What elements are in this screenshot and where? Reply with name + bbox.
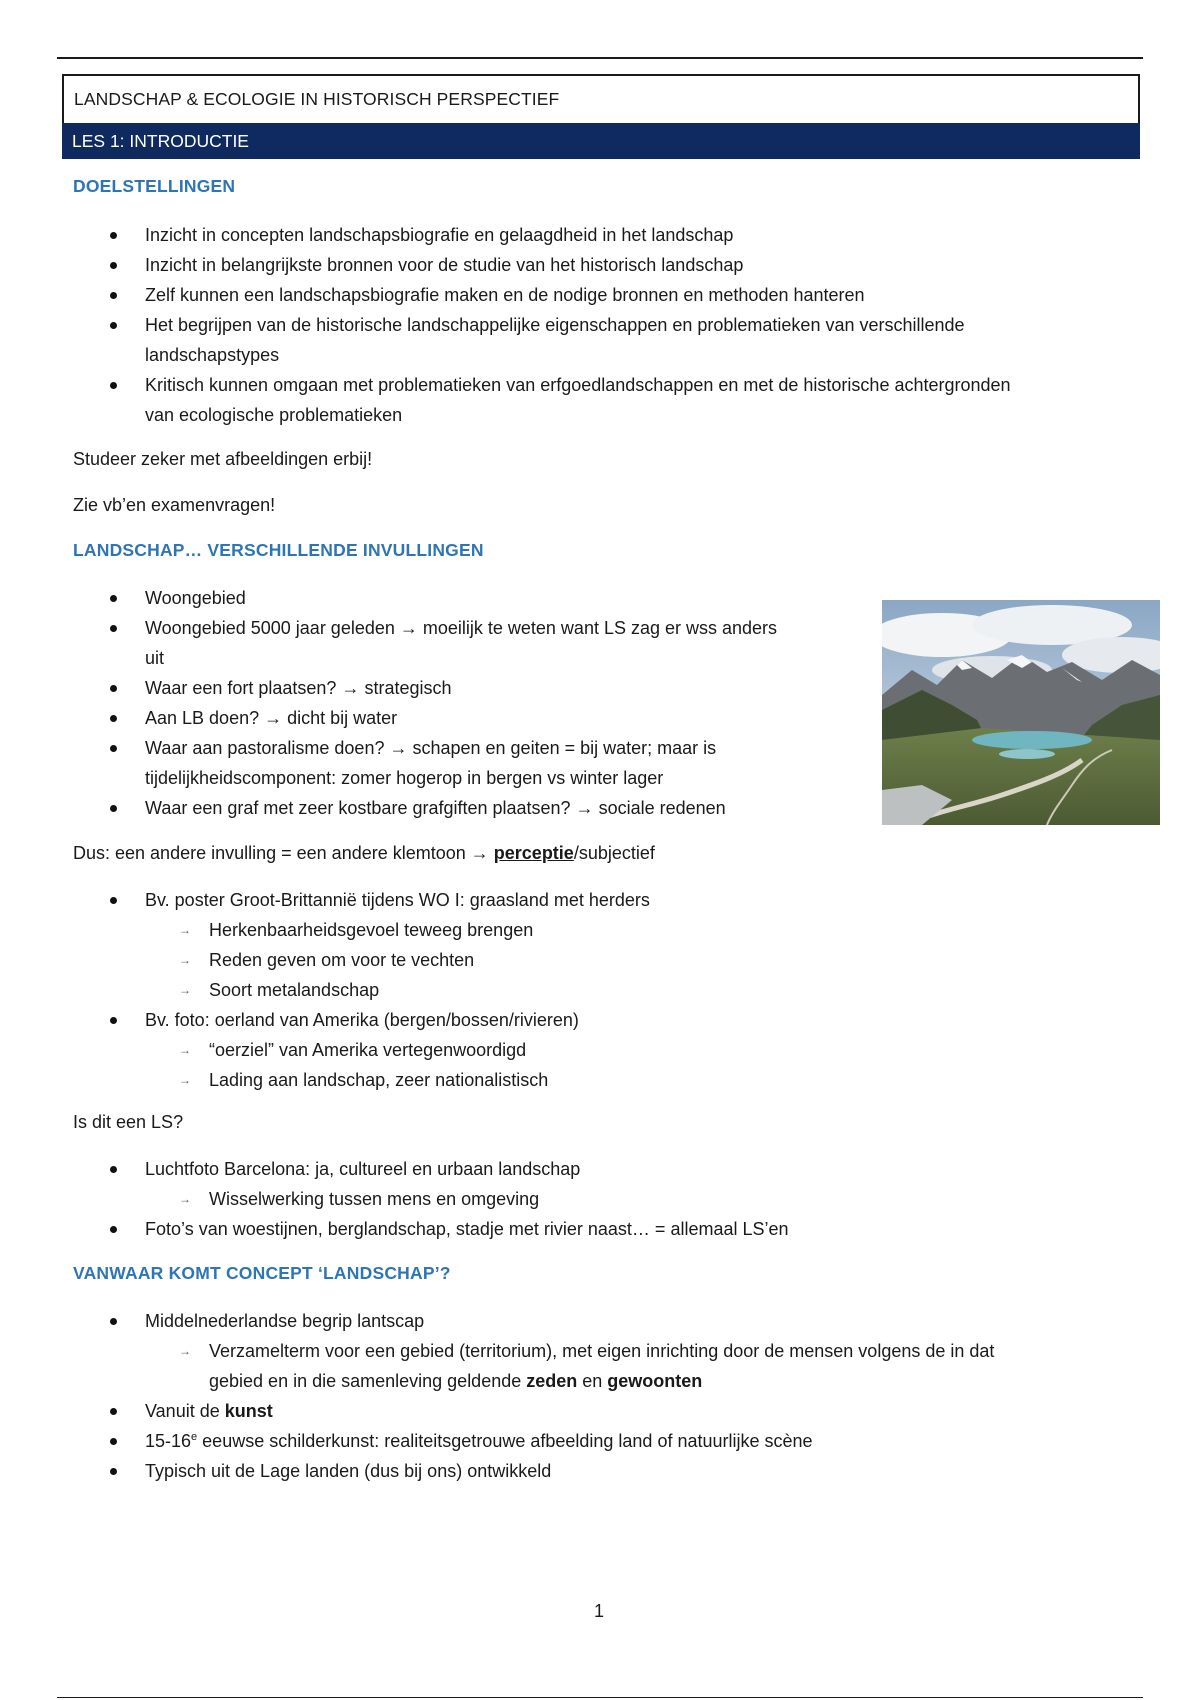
lesson-title-bar: LES 1: INTRODUCTIE: [62, 123, 1140, 159]
list-item: Luchtfoto Barcelona: ja, cultureel en urbaan landschap: [73, 1154, 789, 1184]
text-fragment: en: [577, 1371, 608, 1391]
list-item: Waar een graf met zeer kostbare grafgiften plaatsen? → sociale redenen: [73, 793, 777, 823]
list-item: Inzicht in concepten landschapsbiografie en gelaagdheid in het landschap: [73, 220, 1011, 250]
list-item: Zelf kunnen een landschapsbiografie maken en de nodige bronnen en methoden hanteren: [73, 280, 1011, 310]
perceptie-term: perceptie: [493, 843, 574, 863]
text-fragment: Vanuit de: [145, 1401, 225, 1421]
list-item-line: van ecologische problematieken: [145, 405, 403, 425]
text-fragment: 15-16: [145, 1431, 192, 1451]
dus-prefix: Dus: een andere invulling = een andere klemtoon →: [73, 843, 494, 863]
list-item: Bv. poster Groot-Brittannië tijdens WO I: graasland met herders: [73, 885, 650, 915]
page-number: 1: [594, 1601, 605, 1621]
list-item: [73, 613, 777, 673]
list-item: Waar een fort plaatsen? → strategisch: [73, 673, 777, 703]
list-item: Foto’s van woestijnen, berglandschap, stadje met rivier naast… = allemaal LS’en: [73, 1214, 789, 1244]
list-item-line: landschapstypes: [145, 345, 280, 365]
list-item-line: Kritisch kunnen omgaan met problematieken van erfgoedlandschappen en met de historische achtergronden: [145, 375, 1011, 395]
list-item: [73, 1426, 994, 1456]
list-item: [73, 310, 1011, 370]
list-item: [73, 733, 777, 793]
doelstellingen-list: [73, 220, 1011, 430]
gewoonten-term: gewoonten: [607, 1371, 703, 1391]
text-fragment: eeuwse schilderkunst: realiteitsgetrouwe afbeelding land of natuurlijke scène: [197, 1431, 813, 1451]
superscript: e: [191, 1431, 198, 1443]
list-item-line: Het begrijpen van de historische landschappelijke eigenschappen en problematieken van verschillende: [145, 315, 965, 335]
ls-examples-list: [73, 1154, 789, 1244]
voorbeelden-list: [73, 885, 650, 1095]
heading-doelstellingen: DOELSTELLINGEN: [73, 176, 236, 196]
list-item: Aan LB doen? → dicht bij water: [73, 703, 777, 733]
invullingen-list: [73, 583, 777, 823]
list-item-line: [209, 1366, 994, 1396]
list-item-line: → Verzamelterm voor een gebied (territorium), met eigen inrichting door de mensen volgens de in dat: [209, 1341, 995, 1361]
list-item: Bv. foto: oerland van Amerika (bergen/bossen/rivieren): [73, 1005, 650, 1035]
list-item: Typisch uit de Lage landen (dus bij ons) ontwikkeld: [73, 1456, 994, 1486]
question-ls: Is dit een LS?: [73, 1112, 184, 1132]
list-item-line: Waar aan pastoralisme doen? → schapen en geiten = bij water; maar is: [145, 738, 717, 758]
kunst-term: kunst: [224, 1401, 273, 1421]
list-item-line: uit: [145, 648, 165, 668]
list-item-line: Woongebied 5000 jaar geleden → moeilijk te weten want LS zag er wss anders: [145, 618, 778, 638]
sub-list-item: → Reden geven om voor te vechten: [73, 945, 650, 975]
sub-list-item: → Wisselwerking tussen mens en omgeving: [73, 1184, 789, 1214]
sub-list-item: → Lading aan landschap, zeer nationalistisch: [73, 1065, 650, 1095]
note-afbeeldingen: Studeer zeker met afbeeldingen erbij!: [73, 449, 373, 469]
concept-list: [73, 1306, 994, 1486]
sub-list-item: → Herkenbaarheidsgevoel teweeg brengen: [73, 915, 650, 945]
list-item: Middelnederlandse begrip lantscap: [73, 1306, 994, 1336]
sub-list-item: [73, 1336, 994, 1396]
heading-concept: VANWAAR KOMT CONCEPT ‘LANDSCHAP’?: [73, 1263, 451, 1283]
heading-invullingen: LANDSCHAP… VERSCHILLENDE INVULLINGEN: [73, 540, 484, 560]
note-examenvragen: Zie vb’en examenvragen!: [73, 495, 276, 515]
list-item: Woongebied: [73, 583, 777, 613]
dus-conclusion: [73, 843, 655, 864]
sub-list-item: → Soort metalandschap: [73, 975, 650, 1005]
dus-suffix: /subjectief: [573, 843, 655, 863]
course-title: LANDSCHAP & ECOLOGIE IN HISTORISCH PERSPECTIEF: [62, 74, 1140, 123]
text-fragment: gebied en in die samenleving geldende: [209, 1371, 527, 1391]
list-item-line: tijdelijkheidscomponent: zomer hogerop in bergen vs winter lager: [145, 768, 664, 788]
top-rule: [57, 57, 1143, 59]
list-item: Inzicht in belangrijkste bronnen voor de studie van het historisch landschap: [73, 250, 1011, 280]
list-item: [73, 370, 1011, 430]
bottom-rule: [57, 1697, 1143, 1698]
sub-list-item: → “oerziel” van Amerika vertegenwoordigd: [73, 1035, 650, 1065]
zeden-term: zeden: [526, 1371, 578, 1391]
mountain-landscape-photo: [882, 600, 1160, 825]
list-item: [73, 1396, 994, 1426]
